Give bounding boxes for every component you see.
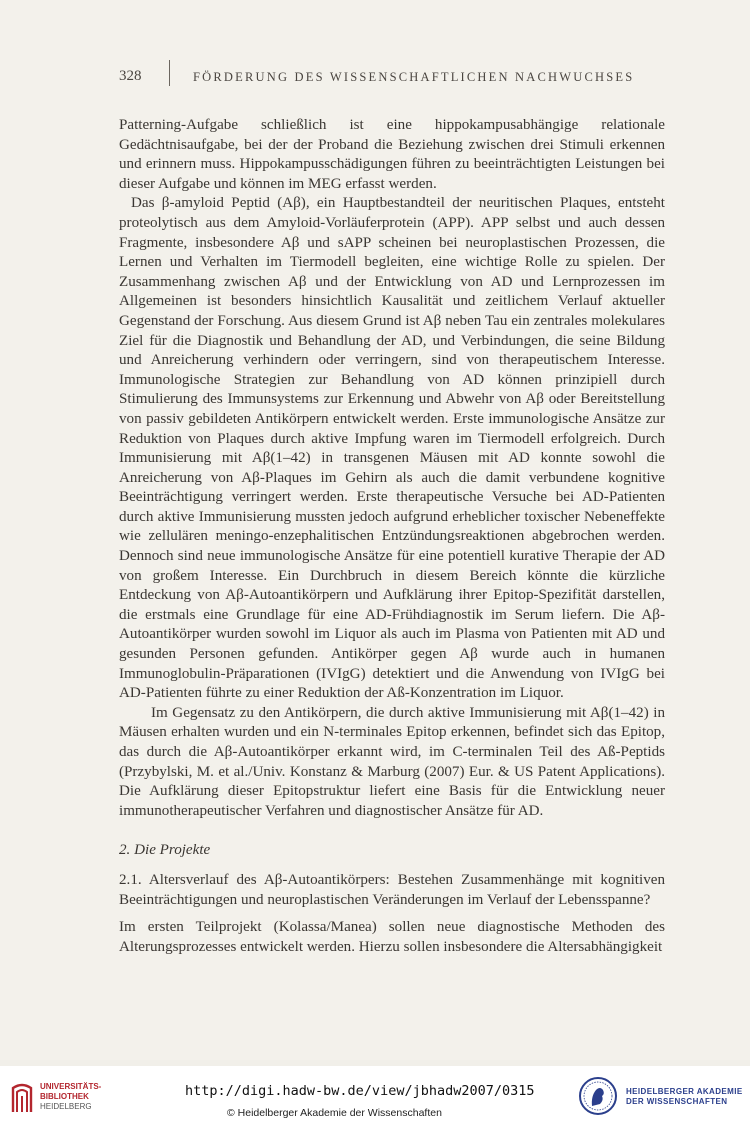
ub-line-2: BIBLIOTHEK (40, 1092, 89, 1101)
hd-line-1: HEIDELBERGER AKADEMIE (626, 1087, 743, 1096)
copyright-notice: © Heidelberger Akademie der Wissenschaften (227, 1107, 442, 1119)
paragraph-3: Im Gegensatz zu den Antikörpern, die durch aktive Immunisierung mit Aβ(1–42) in Mäusen erhalten wurden und ein N-terminales Epitop erkennen, befindet sich das Epitop, das durch die Aβ-Autoantikörper erkannt wird, im C-terminalen Teil des Aß-Peptids (Przybylski, M. et al./Univ. Konstanz & Marburg (2007) Eur. & US Patent Applications). Die Aufklärung dieser Epitopstruktur liefert eine Basis für die Entwicklung neuer immunotherapeutischer Verfahren und diagnostischer Ansätze für AD. (119, 704, 665, 819)
body-text (119, 116, 665, 957)
page-header (119, 66, 690, 90)
heidelberg-academy-logo-icon[interactable] (578, 1076, 618, 1116)
university-library-name (40, 1082, 101, 1112)
permalink-url[interactable]: http://digi.hadw-bw.de/view/jbhadw2007/0315 (185, 1083, 535, 1099)
ub-line-1: UNIVERSITÄTS- (40, 1082, 102, 1091)
section-heading: 2. Die Projekte (119, 842, 211, 859)
hd-line-2: DER WISSENSCHAFTEN (626, 1097, 728, 1106)
header-divider (169, 60, 170, 86)
paragraph-2: Das β-amyloid Peptid (Aβ), ein Hauptbestandteil der neuritischen Plaques, entsteht proteolytisch aus dem Amyloid-Vorläuferprotein (APP). APP selbst und auch dessen Fragmente, insbesondere Aβ und sAPP scheinen bei neuroplastischen Prozessen, die Lernen und Verhalten im Tiermodell begleiten, eine wichtige Rolle zu spielen. Der Zusammenhang zwischen Aβ und der Entwicklung von AD und Lernprozessen im Allgemeinen ist besonders hinsichtlich Kausalität und zeitlichem Verlauf aktueller Gegenstand der Forschung. Aus diesem Grund ist Aβ neben Tau ein zentrales molekulares Ziel für die Diagnostik und Behandlung der AD, und Verbindungen, die seine Bildung und Anreicherung verhindern oder verringern, sind von therapeutischem Interesse. Immunologische Strategien zur Behandlung von AD können prinzipiell durch Stimulierung des Immunsystems zur Erkennung und Abwehr von Aβ oder Bereitstellung von passiv gebildeten Antikörpern entwickelt werden. Erste immunologische Ansätze zur Reduktion von Plaques durch aktive Impfung waren im Tiermodell erfolgreich. Durch Immunisierung mit Aβ(1–42) in transgenen Mäusen mit AD konnte sowohl die Anreicherung von Aβ-Plaques im Gehirn als auch die damit verbundene kognitive Beeinträchtigung verringert werden. Erste therapeutische Versuche bei AD-Patienten durch aktive Immunisierung mussten jedoch aufgrund erheblicher toxischer Nebeneffekte wie zellulären meningo-enzephalitischen Entzündungsreaktionen abgebrochen werden. Dennoch sind neue immunologische Ansätze für eine potentiell kurative Therapie der AD von großem Interesse. Ein Durchbruch in diesem Bereich könnte die kürzliche Entdeckung von Aβ-Autoantikörpern und Aufklärung ihrer Epitop-Spezifität darstellen, die erstmals eine Grundlage für eine AD-Frühdiagnostik im Serum liefern. Die Aβ-Autoantikörper wurden sowohl im Liquor als auch im Plasma von Patienten mit AD und gesunden Personen gefunden. Antikörper gegen Aβ wurde auch in humanen Immunoglobulin-Präparationen (IVIgG) detektiert und die Anwendung von IVIgG bei AD-Patienten führte zu einer Reduktion der Aß-Konzentration im Liquor. (119, 195, 665, 702)
paragraph-1: Patterning-Aufgabe schließlich ist eine hippokampusabhängige relationale Gedächtnisaufgabe, bei der der Proband die Beziehung zwischen drei Stimuli erkennen und erinnern muss. Hippokampusschädigungen führen zu beeinträchtigten Leistungen bei dieser Aufgabe und können im MEG erfasst werden. (119, 117, 665, 192)
university-library-logo-icon[interactable] (10, 1080, 34, 1114)
running-title: FÖRDERUNG DES WISSENSCHAFTLICHEN NACHWUCHSES (193, 70, 635, 84)
footer-bar (0, 1066, 750, 1127)
paragraph-4: Im ersten Teilprojekt (Kolassa/Manea) sollen neue diagnostische Methoden des Alterungsprozesses entwickelt werden. Hierzu sollen insbesondere die Altersabhängigkeit (119, 919, 665, 955)
page-number: 328 (119, 68, 142, 84)
heidelberg-academy-name (626, 1087, 743, 1107)
subsection-heading: 2.1. Altersverlauf des Aβ-Autoantikörpers: Bestehen Zusammenhänge mit kognitiven Beeinträchtigungen und neuroplastischen Veränderungen im Verlauf der Lebensspanne? (119, 871, 665, 908)
ub-line-3: HEIDELBERG (40, 1102, 92, 1111)
